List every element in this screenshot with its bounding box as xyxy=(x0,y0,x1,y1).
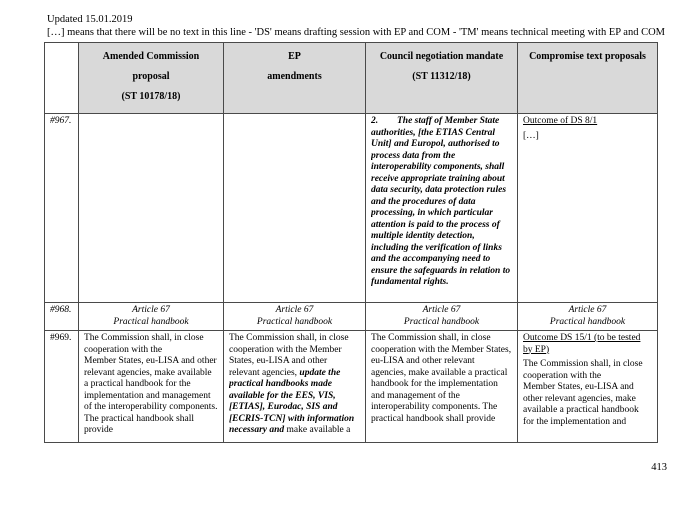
table-row-967 xyxy=(45,114,658,303)
cell-968-amended xyxy=(79,303,224,331)
row-id-cell xyxy=(45,114,79,303)
cell-967-amended xyxy=(79,114,224,303)
header-line: (ST 11312/18) xyxy=(412,71,471,82)
legend-line: […] means that there will be no text in this line - 'DS' means drafting session with EP and COM - 'TM' means technical meeting with EP and COM xyxy=(47,26,666,38)
cell-969-ep xyxy=(224,331,366,443)
cell-968-council xyxy=(366,303,518,331)
article-title: Article 67 xyxy=(132,305,170,315)
article-subtitle: Practical handbook xyxy=(549,316,626,327)
row-id: #967. xyxy=(50,116,72,126)
header-line: (ST 10178/18) xyxy=(121,91,181,102)
row-id: #968. xyxy=(50,305,72,315)
ep-text-normal: make available a xyxy=(286,425,351,435)
ep-paragraph xyxy=(229,333,360,439)
header-line: amendments xyxy=(267,71,322,82)
header-line: proposal xyxy=(132,71,170,82)
cell-967-council xyxy=(366,114,518,303)
comparison-table xyxy=(44,42,658,443)
article-title: Article 67 xyxy=(422,305,461,315)
table-row-969 xyxy=(45,331,658,443)
compromise-paragraph xyxy=(523,333,652,439)
header-line: Compromise text proposals xyxy=(529,51,646,62)
header-line: EP xyxy=(288,51,301,62)
header-council-negotiation-mandate xyxy=(366,43,518,114)
header-line: Amended Commission xyxy=(102,51,200,62)
cell-968-ep xyxy=(224,303,366,331)
cell-967-compromise xyxy=(518,114,658,303)
header-row-id-column xyxy=(45,43,79,114)
council-mandate-paragraph xyxy=(371,116,512,300)
paragraph-number: 2. xyxy=(371,116,379,126)
updated-date-line: Updated 15.01.2019 xyxy=(47,14,133,25)
outcome-heading: Outcome DS 15/1 (to be tested by EP) xyxy=(523,333,641,355)
article-subtitle: Practical handbook xyxy=(256,316,333,327)
council-paragraph: The Commission shall, in close cooperation with the Member States, eu-LISA and other relevant agencies, make available a practical handbook for the implementation and management of the interoperability components. The practical handbook shall provide xyxy=(371,333,512,424)
page-number: 413 xyxy=(651,462,667,473)
header-compromise-text-proposals xyxy=(518,43,658,114)
outcome-body: The Commission shall, in close cooperation with the Member States, eu-LISA and other relevant agencies, make available a practical handbook for the implementation and xyxy=(523,359,643,427)
cell-969-amended xyxy=(79,331,224,443)
table-header-row xyxy=(45,43,658,114)
article-subtitle: Practical handbook xyxy=(403,316,480,327)
ep-text-normal: The Commission shall, in close cooperation with the Member States, eu-LISA and other relevant agencies, xyxy=(229,333,349,378)
row-id-cell xyxy=(45,303,79,331)
paragraph-text: The staff of Member State authorities, [the ETIAS Central Unit] and Europol, authorised to process data from the interoperability components, shall receive appropriate training about data security, data protection rules and the procedures of data processing, in which particular attention is paid to the process of multiple identity detection, including the verification of links and the accompanying need to ensure the safeguards in relation to fundamental rights. xyxy=(371,116,511,287)
page-header-text xyxy=(44,14,700,39)
cell-969-council xyxy=(366,331,518,443)
row-id-cell xyxy=(45,331,79,443)
cell-968-compromise xyxy=(518,303,658,331)
header-line: Council negotiation mandate xyxy=(379,51,504,62)
article-title: Article 67 xyxy=(275,305,314,315)
article-title: Article 67 xyxy=(568,305,607,315)
row-id: #969. xyxy=(50,333,72,343)
document-page xyxy=(0,14,700,509)
cell-967-ep xyxy=(224,114,366,303)
outcome-body: […] xyxy=(523,130,539,141)
header-amended-commission-proposal xyxy=(79,43,224,114)
article-subtitle: Practical handbook xyxy=(113,316,189,327)
ep-text-amendment: update the practical handbooks made available for the EES, VIS, [ETIAS], Eurodac, SIS and [ECRIS-TCN] with information necessary and xyxy=(229,367,355,435)
amended-paragraph: The Commission shall, in close cooperation with the Member States, eu-LISA and other relevant agencies, make available a practical handbook for the implementation and management of the interoperability components. The practical handbook shall provide xyxy=(84,333,218,435)
table-row-968 xyxy=(45,303,658,331)
outcome-heading: Outcome of DS 8/1 xyxy=(523,116,598,126)
cell-969-compromise xyxy=(518,331,658,443)
header-ep-amendments xyxy=(224,43,366,114)
